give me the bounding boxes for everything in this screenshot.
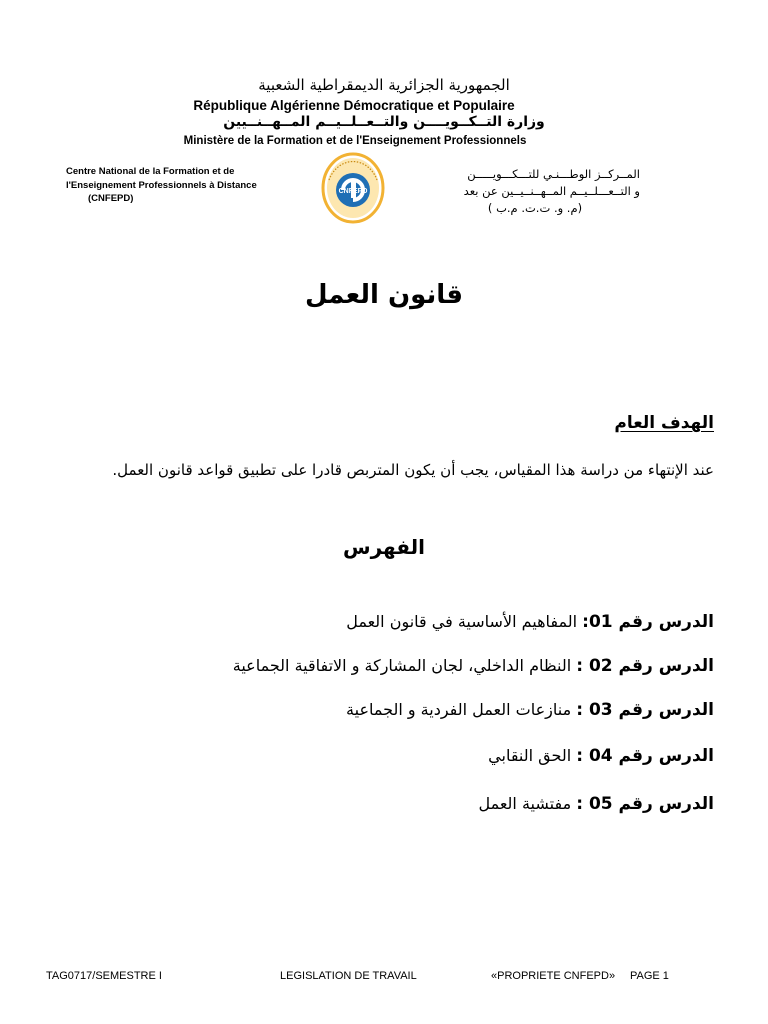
cnfepd-logo (321, 152, 385, 224)
document-title: قانون العمل (304, 280, 464, 310)
center-name-arabic (430, 166, 640, 217)
objective-heading: الهدف العام (614, 413, 714, 433)
ministry-french: Ministère de la Formation et de l'Enseignement Professionnels (183, 135, 527, 147)
lesson-02-number: الدرس رقم 02 : (576, 656, 714, 676)
center-ar-line3: (م. و. ت.ت. م.ب ) (487, 201, 583, 215)
lesson-02-title: النظام الداخلي، لجان المشاركة و الاتفاقية الجماعية (232, 656, 572, 675)
center-ar-line2: و التــعـــلــيــم المــهــنــيــين عن بعد (463, 184, 640, 198)
lesson-03-number: الدرس رقم 03 : (576, 700, 714, 720)
lesson-05 (478, 794, 714, 814)
footer-page-number: PAGE 1 (630, 970, 669, 982)
lesson-03 (346, 700, 714, 720)
center-fr-line2: l'Enseignement Professionnels à Distance (66, 179, 257, 191)
ministry-arabic: وزارة التــكــويــــن والتــعــلــيــم المــهــنــيين (223, 114, 545, 130)
lesson-01-number: الدرس رقم 01: (582, 612, 714, 632)
footer-module-name: LEGISLATION DE TRAVAIL (280, 970, 417, 982)
objective-text: عند الإنتهاء من دراسة هذا المقياس، يجب أن يكون المتربص قادرا على تطبيق قواعد قانون العمل. (112, 461, 714, 479)
republic-french: République Algérienne Démocratique et Populaire (193, 98, 515, 113)
lesson-02 (233, 656, 714, 676)
footer-property: «PROPRIETE CNFEPD» (491, 970, 616, 982)
footer-course-code: TAG0717/SEMESTRE I (46, 970, 162, 982)
lesson-04 (488, 746, 714, 766)
lesson-01-title: المفاهيم الأساسية في قانون العمل (346, 612, 578, 631)
center-fr-line3: (CNFEPD) (88, 193, 134, 204)
center-ar-line1: المــركــز الوطـــنـي للتـــكـــويـــــن (467, 167, 640, 181)
index-heading: الفهرس (342, 535, 425, 559)
lesson-04-title: الحق النقابي (488, 746, 572, 765)
lesson-03-title: منازعات العمل الفردية و الجماعية (346, 700, 572, 719)
center-name-french (66, 165, 296, 206)
lesson-04-number: الدرس رقم 04 : (576, 746, 714, 766)
lesson-05-title: مفتشية العمل (478, 794, 572, 813)
republic-arabic: الجمهورية الجزائرية الديمقراطية الشعبية (258, 76, 510, 94)
lesson-01 (346, 612, 714, 632)
logo-label: CNFEPD (338, 188, 368, 195)
lesson-05-number: الدرس رقم 05 : (576, 794, 714, 814)
center-fr-line1: Centre National de la Formation et de (66, 166, 235, 177)
